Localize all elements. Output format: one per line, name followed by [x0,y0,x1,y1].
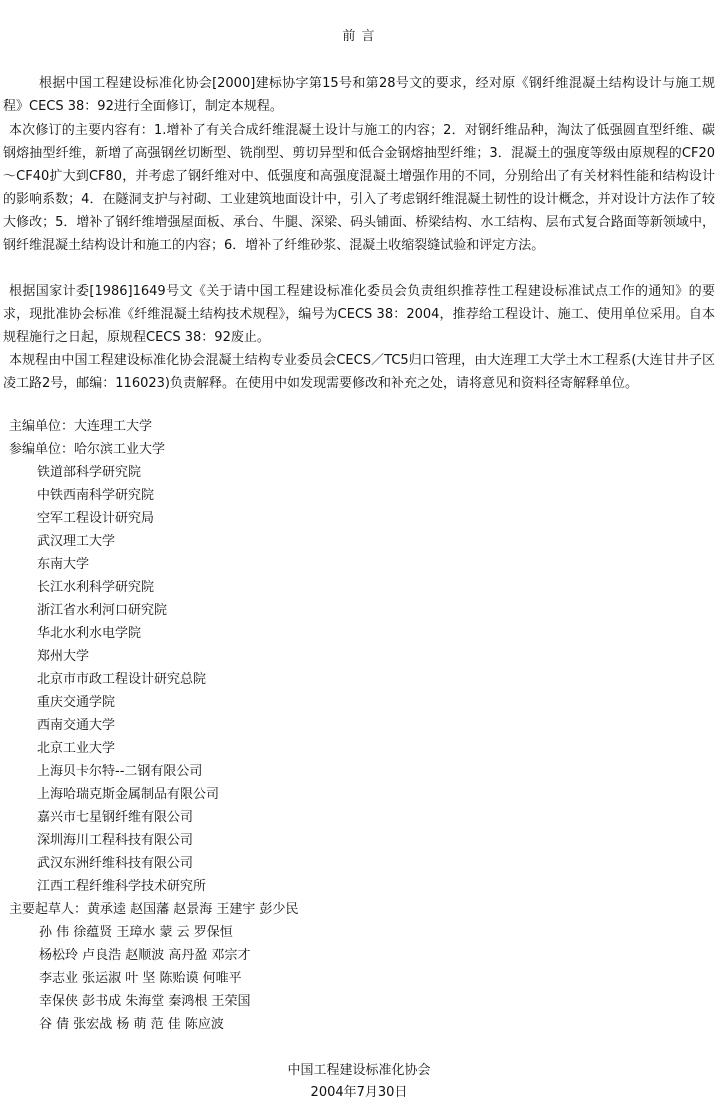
participating-unit: 北京市市政工程设计研究总院 [37,672,207,687]
preface-paragraph-2: 本次修订的主要内容有：1.增补了有关合成纤维混凝土设计与施工的内容；2．对钢纤维品种，淘汰了低强圆直型纤维、碳钢熔抽型纤维，新增了高强钢丝切断型、铣削型、剪切异型和低合金钢熔抽型纤维；3．混凝土的强度等级由原规程的CF20～CF40扩大到CF80，并考虑了钢纤维对中、低强度和高强度混凝土增强作用的不同，分别给出了有关材料性能和结构设计的影响系数；4．在隧洞支护与衬砌、工业建筑地面设计中，引入了考虑钢纤维混凝土韧性的设计概念，并对设计方法作了较大修改；5．增补了钢纤维增强屋面板、承台、牛腿、深梁、码头铺面、桥梁结构、水工结构、层布式复合路面等新领域中，钢纤维混凝土结构设计和施工的内容；6．增补了纤维砂浆、混凝土收缩裂缝试验和评定方法。 [3,123,715,253]
participating-unit: 郑州大学 [37,649,90,664]
issuing-organization: 中国工程建设标准化协会 [287,1063,431,1078]
drafters-label: 主要起草人：黄承逵 赵国藩 赵景海 王建宇 彭少民 [9,902,299,917]
drafters-row: 孙 伟 徐蕴贤 王璋水 蒙 云 罗保恒 [39,925,233,940]
participating-unit: 武汉东洲纤维科技有限公司 [37,856,194,871]
participating-unit: 上海贝卡尔特--二钢有限公司 [37,764,203,779]
participating-unit: 长江水利科学研究院 [37,580,155,595]
participating-unit: 重庆交通学院 [37,695,116,710]
participating-unit: 东南大学 [37,557,90,572]
participating-unit: 上海哈瑞克斯金属制品有限公司 [37,787,220,802]
participating-unit: 中铁西南科学研究院 [37,488,155,503]
participating-unit: 华北水利水电学院 [37,626,142,641]
participating-unit: 铁道部科学研究院 [37,465,142,480]
drafters-row: 谷 倩 张宏战 杨 萌 范 佳 陈应波 [39,1017,224,1032]
participating-unit: 深圳海川工程科技有限公司 [37,833,194,848]
participating-unit: 武汉理工大学 [37,534,116,549]
participating-unit: 江西工程纤维科学技术研究所 [37,879,207,894]
preface-paragraph-1: 根据中国工程建设标准化协会[2000]建标协字第15号和第28号文的要求，经对原《钢纤维混凝土结构设计与施工规程》CECS 38：92进行全面修订，制定本规程。 [3,76,715,114]
drafters-row: 李志业 张运淑 叶 坚 陈贻谟 何唯平 [39,971,242,986]
participating-unit: 浙江省水利河口研究院 [37,603,168,618]
participating-units-label: 参编单位：哈尔滨工业大学 [9,442,166,457]
drafters-row: 杨松玲 卢良浩 赵顺波 高丹盈 邓宗才 [39,948,251,963]
participating-unit: 空军工程设计研究局 [37,511,155,526]
drafters-row: 幸保侠 彭书成 朱海堂 秦鸿根 王荣国 [39,994,251,1009]
participating-unit: 北京工业大学 [37,741,116,756]
issue-date: 2004年7月30日 [310,1085,408,1100]
preface-paragraph-3: 根据国家计委[1986]1649号文《关于请中国工程建设标准化委员会负责组织推荐性工程建设标准试点工作的通知》的要求，现批准协会标准《纤维混凝土结构技术规程》，编号为CECS 38：2004，推荐给工程设计、施工、使用单位采用。自本规程施行之日起，原规程CECS 38：92废止。 [3,284,715,345]
document-title: 前 言 [342,29,376,44]
participating-unit: 西南交通大学 [37,718,116,733]
preface-paragraph-4: 本规程由中国工程建设标准化协会混凝土结构专业委员会CECS／TC5归口管理，由大连理工大学土木工程系(大连甘井子区凌工路2号，邮编：116023)负责解释。在使用中如发现需要修改和补充之处，请将意见和资料径寄解释单位。 [3,353,715,391]
participating-unit: 嘉兴市七星钢纤维有限公司 [37,810,194,825]
chief-unit: 主编单位：大连理工大学 [9,419,153,434]
